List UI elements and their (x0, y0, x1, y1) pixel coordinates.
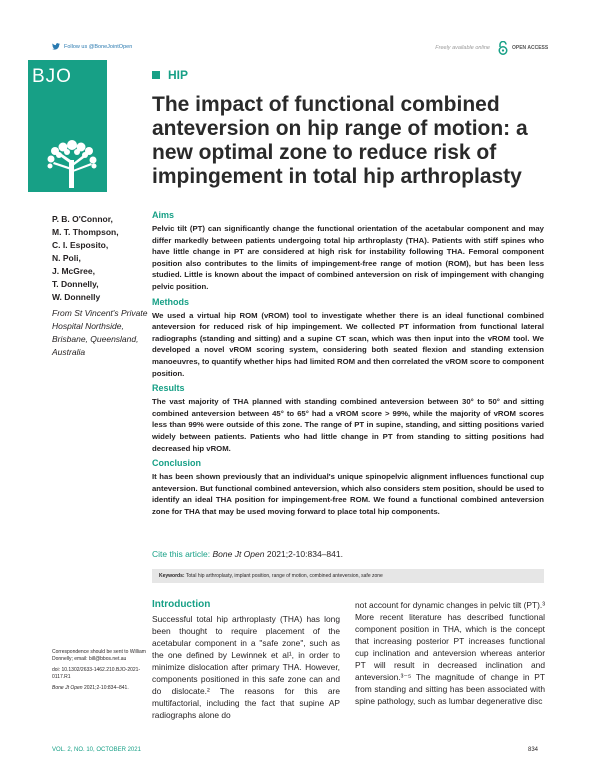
body-column-left (152, 599, 340, 721)
author-name: P. B. O'Connor, (52, 214, 113, 224)
open-access-text: OPEN ACCESS (512, 45, 549, 51)
keywords-label: Keywords: (159, 573, 185, 579)
author-name: T. Donnelly, (52, 279, 99, 289)
freely-available-label: Freely available online (435, 45, 490, 51)
article-title: The impact of functional combined anteversion on hip range of motion: a new optimal zone to reduce risk of impingement in total hip arthroplasty (152, 93, 528, 188)
keywords-bar (152, 569, 544, 583)
doi-text: doi: 10.1302/2633-1462.210.BJO-2021-0117.R1 (52, 667, 141, 680)
aims-text: Pelvic tilt (PT) can significantly change the functional orientation of the acetabular component and may differ markedly between patients undergoing total hip arthroplasty (THA). Patients with stiff spines who have little change in PT are considered at high risk for instability following THA. Femoral component position also contributes to the limits of impingement-free range of motion (ROM), but has been less studied. Little is known about the impact of combined anteversion on risk of impingement with changing pelvic position. (152, 224, 544, 291)
correspondence-text: Correspondence should be sent to William Donnelly; email: bill@bbos.net.au (52, 649, 146, 662)
keywords-text: Total hip arthroplasty, implant position, range of motion, combined anteversion, safe zone (185, 573, 383, 579)
author-name: J. McGree, (52, 266, 95, 276)
results-heading: Results (152, 383, 185, 394)
correspondence-note (52, 649, 147, 696)
body-column-right (355, 599, 545, 707)
section-marker (152, 71, 160, 79)
body-text-left: Successful total hip arthroplasty (THA) has long been thought to require placement of the acetabular component in a "safe zone", such as the one defined by Lewinnek et al¹, in order to minimize dislocation after primary THA. However, components positioned in this safe zone can and do dislocate.² The reasons for this are multifactorial, including the fact that supine AP radiographs alone do (152, 614, 340, 720)
correspondence-details: 2021;2-10:834–841. (83, 685, 129, 691)
author-list (52, 213, 152, 304)
citation-details: 2021;2-10:834–841. (266, 549, 343, 559)
introduction-heading: Introduction (152, 599, 211, 610)
results-text: The vast majority of THA planned with standing combined anteversion between 30° to 50° and sitting combined anteversion between 45° to 65° had a vROM score > 99%, while the majority of vROM scores less than 99% were outside of this zone. The range of PT in supine, standing, and sitting positions varied widely between patients. Patients who had little change in PT from standing to sitting positions had decreased hip vROM. (152, 397, 544, 453)
open-access-lock-icon (497, 41, 509, 55)
follow-text: Follow us @BoneJointOpen (64, 43, 133, 50)
methods-text: We used a virtual hip ROM (vROM) tool to investigate whether there is an ideal functional combined anteversion for reduced risk of hip impingement. We collected PT information from functional lateral radiographs (standing and sitting) and a supine CT scan, which was then input into the vROM tool. We developed a novel vROM scoring system, considering both seated flexion and standing extension manoeuvres, to quantify whether hips had limited ROM and then correlated the vROM score to component position. (152, 310, 544, 378)
section-tag-text: HIP (168, 68, 189, 82)
body-text-right: not account for dynamic changes in pelvic tilt (PT).³ More recent literature has described functional component position in THA, which is the concept that increasing posterior PT increases functional cup inclination and anteversion whereas anterior PT will result in decreased inclination and anteversion.³⁻⁵ The magnitude of change in PT from standing and sitting has been associated with spine pathology, such as lumbar degenerative disc (355, 600, 545, 706)
open-access-badge (497, 41, 548, 55)
follow-twitter-link[interactable] (52, 43, 132, 50)
footer-volume: VOL. 2, NO. 10, OCTOBER 2021 (52, 747, 141, 753)
conclusion-text: It has been shown previously that an individual's unique spinopelvic alignment influences functional cup anteversion. But functional combined anteversion, which also considers stem position, should be used to identify an ideal THA position for impingement-free ROM. We found a functional combined anteversion zone for THA that may be used moving forward to place total hip components. (152, 472, 544, 516)
methods-heading: Methods (152, 296, 189, 307)
journal-logo: BJO (32, 66, 72, 87)
abstract (152, 210, 544, 521)
aims-heading: Aims (152, 210, 175, 220)
author-name: W. Donnelly (52, 292, 101, 302)
citation (152, 549, 343, 559)
citation-label: Cite this article: (152, 549, 211, 559)
author-name: C. I. Esposito, (52, 240, 109, 250)
conclusion-heading: Conclusion (152, 458, 201, 469)
twitter-bird-icon (52, 43, 60, 50)
page-number: 834 (527, 747, 538, 753)
author-name: M. T. Thompson, (52, 227, 119, 237)
citation-journal: Bone Jt Open (212, 549, 265, 559)
author-name: N. Poli, (52, 253, 81, 263)
affiliation: From St Vincent's Private Hospital Northside, Brisbane, Queensland, Australia (52, 308, 148, 357)
correspondence-journal: Bone Jt Open (52, 685, 83, 691)
section-tag (152, 68, 188, 82)
tree-logo-icon (45, 140, 99, 188)
